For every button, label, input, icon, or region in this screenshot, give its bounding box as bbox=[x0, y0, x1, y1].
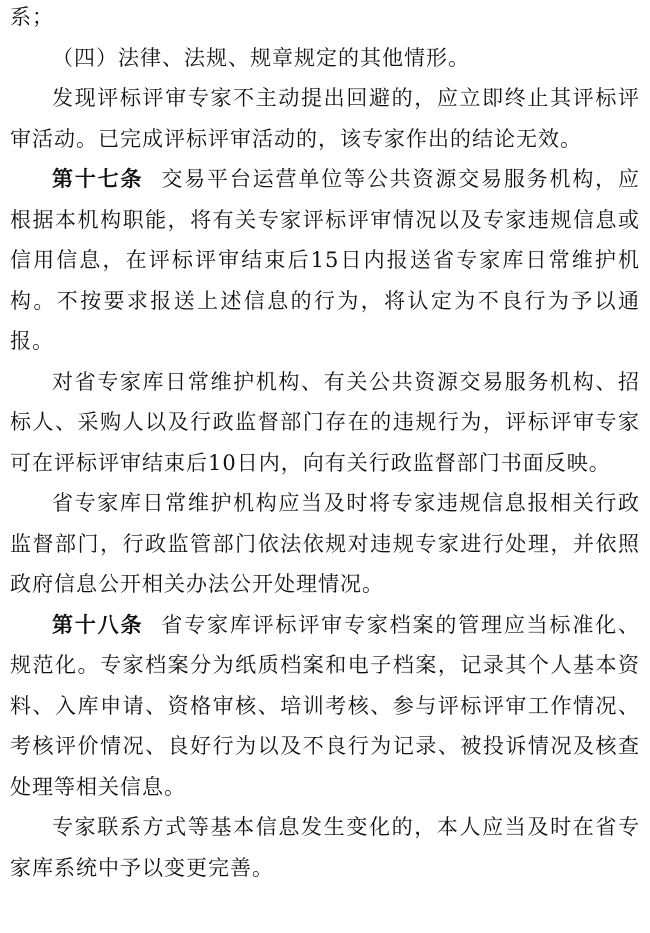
paragraph-violation-report bbox=[0, 483, 640, 605]
paragraph-text: 专家联系方式等基本信息发生变化的，本人应当及时在省专家库系统中予以变更完善。 bbox=[10, 815, 640, 880]
paragraph-text: 交易平台运营单位等公共资源交易服务机构，应根据本机构职能，将有关专家评标评审情况以及专家违规信息或信用信息，在评标评审结束后15日内报送省专家库日常维护机构。不按要求报送上述信息的行为，将认定为不良行为予以通报。 bbox=[10, 167, 641, 353]
paragraph-continuation bbox=[0, 0, 640, 38]
paragraph-feedback bbox=[0, 362, 640, 484]
article-17-heading: 第十七条 bbox=[52, 166, 144, 191]
paragraph-item-four bbox=[0, 38, 640, 79]
article-18-heading: 第十八条 bbox=[52, 611, 144, 637]
paragraph-text: 省专家库评标评审专家档案的管理应当标准化、规范化。专家档案分为纸质档案和电子档案，记录其个人基本资料、入库申请、资格审核、培训考核、参与评标评审工作情况、考核评价情况、良好行为以及不良行为记录、被投诉情况及核查处理等相关信息。 bbox=[10, 612, 641, 799]
article-18 bbox=[0, 605, 640, 808]
paragraph-text: （四）法律、法规、规章规定的其他情形。 bbox=[52, 45, 470, 70]
paragraph-text: 系； bbox=[10, 5, 54, 29]
paragraph-text: 发现评标评审专家不主动提出回避的，应立即终止其评标评审活动。已完成评标评审活动的，该专家作出的结论无效。 bbox=[10, 86, 640, 151]
paragraph-avoidance bbox=[0, 78, 640, 159]
paragraph-text: 对省专家库日常维护机构、有关公共资源交易服务机构、招标人、采购人以及行政监督部门存在的违规行为，评标评审专家可在评标评审结束后10日内，向有关行政监督部门书面反映。 bbox=[10, 369, 640, 475]
article-17 bbox=[0, 159, 640, 362]
paragraph-contact-update bbox=[0, 807, 640, 888]
paragraph-text: 省专家库日常维护机构应当及时将专家违规信息报相关行政监督部门，行政监管部门依法依规对违规专家进行处理，并依照政府信息公开相关办法公开处理情况。 bbox=[10, 491, 640, 596]
